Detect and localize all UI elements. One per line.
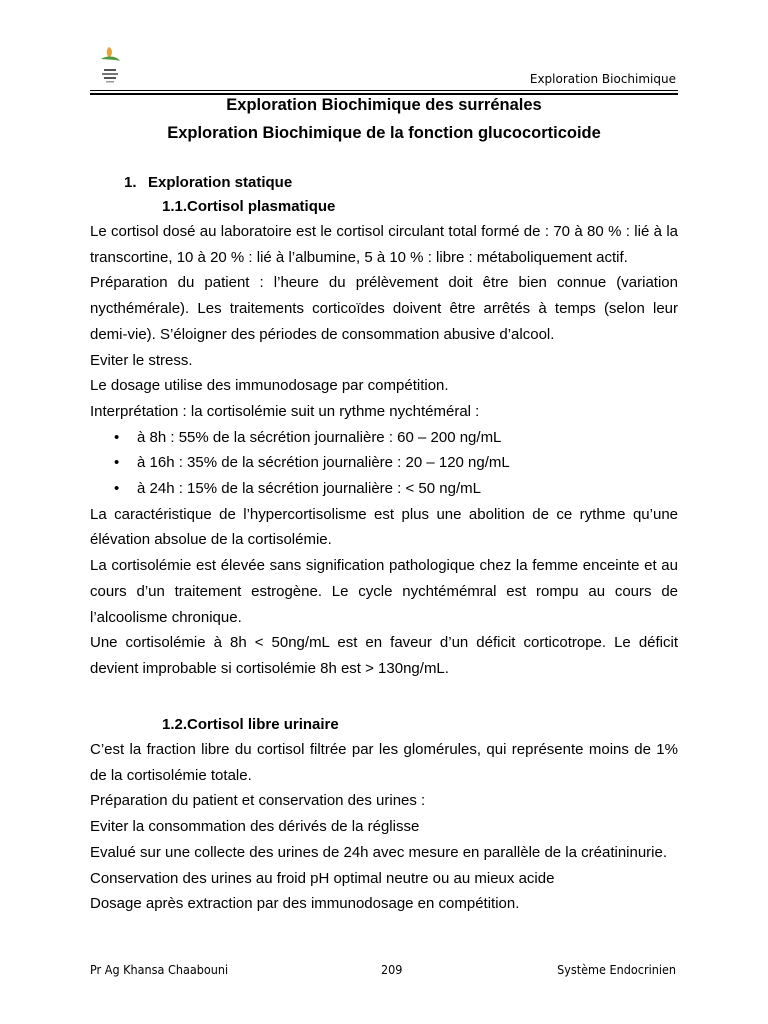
subsection-body bbox=[90, 737, 678, 917]
paragraph: Interprétation : la cortisolémie suit un rythme nychtéméral : bbox=[90, 402, 480, 420]
subsection-heading bbox=[162, 716, 339, 733]
subsection-body bbox=[90, 219, 678, 682]
paragraph: Préparation du patient : l’heure du prélèvement doit être bien connue (variation nycthémérale). Les traitements corticoïdes doivent être arrêtés à temps (selon leur demi-vie). S’éloigner des périodes de consommation abusive d’alcool. bbox=[90, 274, 678, 343]
bullet-list bbox=[90, 425, 678, 502]
footer-course: Système Endocrinien bbox=[557, 962, 676, 977]
section-title: Exploration statique bbox=[148, 174, 293, 191]
bullet-icon: • bbox=[114, 480, 120, 498]
list-item bbox=[90, 450, 678, 476]
header-rule-thick bbox=[90, 93, 678, 95]
university-logo-icon bbox=[93, 43, 127, 89]
section-heading bbox=[124, 174, 292, 191]
list-item-text: à 16h : 35% de la sécrétion journalière : 20 – 120 ng/mL bbox=[137, 454, 510, 472]
running-header: Exploration Biochimique bbox=[529, 72, 676, 86]
paragraph: Eviter le stress. bbox=[90, 351, 193, 369]
paragraph: La caractéristique de l’hypercortisolisme est plus une abolition de ce rythme qu’une élévation absolue de la cortisolémie. bbox=[90, 505, 678, 549]
document-title: Exploration Biochimique des surrénales bbox=[226, 96, 542, 114]
subsection-title: Cortisol plasmatique bbox=[187, 198, 336, 215]
list-item-text: à 8h : 55% de la sécrétion journalière : 60 – 200 ng/mL bbox=[137, 428, 502, 446]
document-subtitle: Exploration Biochimique de la fonction glucocorticoide bbox=[167, 124, 601, 142]
footer-author: Pr Ag Khansa Chaabouni bbox=[90, 962, 229, 977]
list-item bbox=[90, 476, 678, 502]
footer-page-number: 209 bbox=[381, 962, 403, 977]
paragraph: C’est la fraction libre du cortisol filtrée par les glomérules, qui représente moins de 1% de la cortisolémie totale. bbox=[90, 741, 678, 784]
paragraph: Evalué sur une collecte des urines de 24h avec mesure en parallèle de la créatininurie. bbox=[90, 843, 668, 861]
paragraph: Conservation des urines au froid pH optimal neutre ou au mieux acide bbox=[90, 869, 555, 887]
paragraph: Le dosage utilise des immunodosage par compétition. bbox=[90, 377, 449, 395]
subsection-number: 1.2. bbox=[162, 716, 188, 733]
paragraph: Dosage après extraction par des immunodosage en compétition. bbox=[90, 895, 520, 913]
bullet-icon: • bbox=[114, 428, 120, 446]
subsection-heading bbox=[162, 198, 335, 215]
paragraph: La cortisolémie est élevée sans signification pathologique chez la femme enceinte et au cours d’un traitement estrogène. Le cycle nychtémémral est rompu au cours de l’alcoolisme chronique. bbox=[90, 557, 678, 626]
paragraph: Eviter la consommation des dérivés de la réglisse bbox=[90, 818, 420, 836]
section-number: 1. bbox=[124, 174, 137, 191]
paragraph: Le cortisol dosé au laboratoire est le cortisol circulant total formé de : 70 à 80 % : lié à la transcortine, 10 à 20 % : lié à l’albumine, 5 à 10 % : libre : métaboliquement actif. bbox=[90, 223, 678, 266]
paragraph: Préparation du patient et conservation des urines : bbox=[90, 792, 426, 810]
bullet-icon: • bbox=[114, 454, 120, 472]
subsection-number: 1.1. bbox=[162, 198, 188, 215]
list-item bbox=[90, 425, 678, 451]
subsection-title: Cortisol libre urinaire bbox=[187, 716, 339, 733]
list-item-text: à 24h : 15% de la sécrétion journalière : < 50 ng/mL bbox=[137, 480, 481, 498]
header-rule-thin bbox=[90, 90, 678, 91]
paragraph: Une cortisolémie à 8h < 50ng/mL est en faveur d’un déficit corticotrope. Le déficit devient improbable si cortisolémie 8h est > 130ng/mL. bbox=[90, 634, 678, 677]
